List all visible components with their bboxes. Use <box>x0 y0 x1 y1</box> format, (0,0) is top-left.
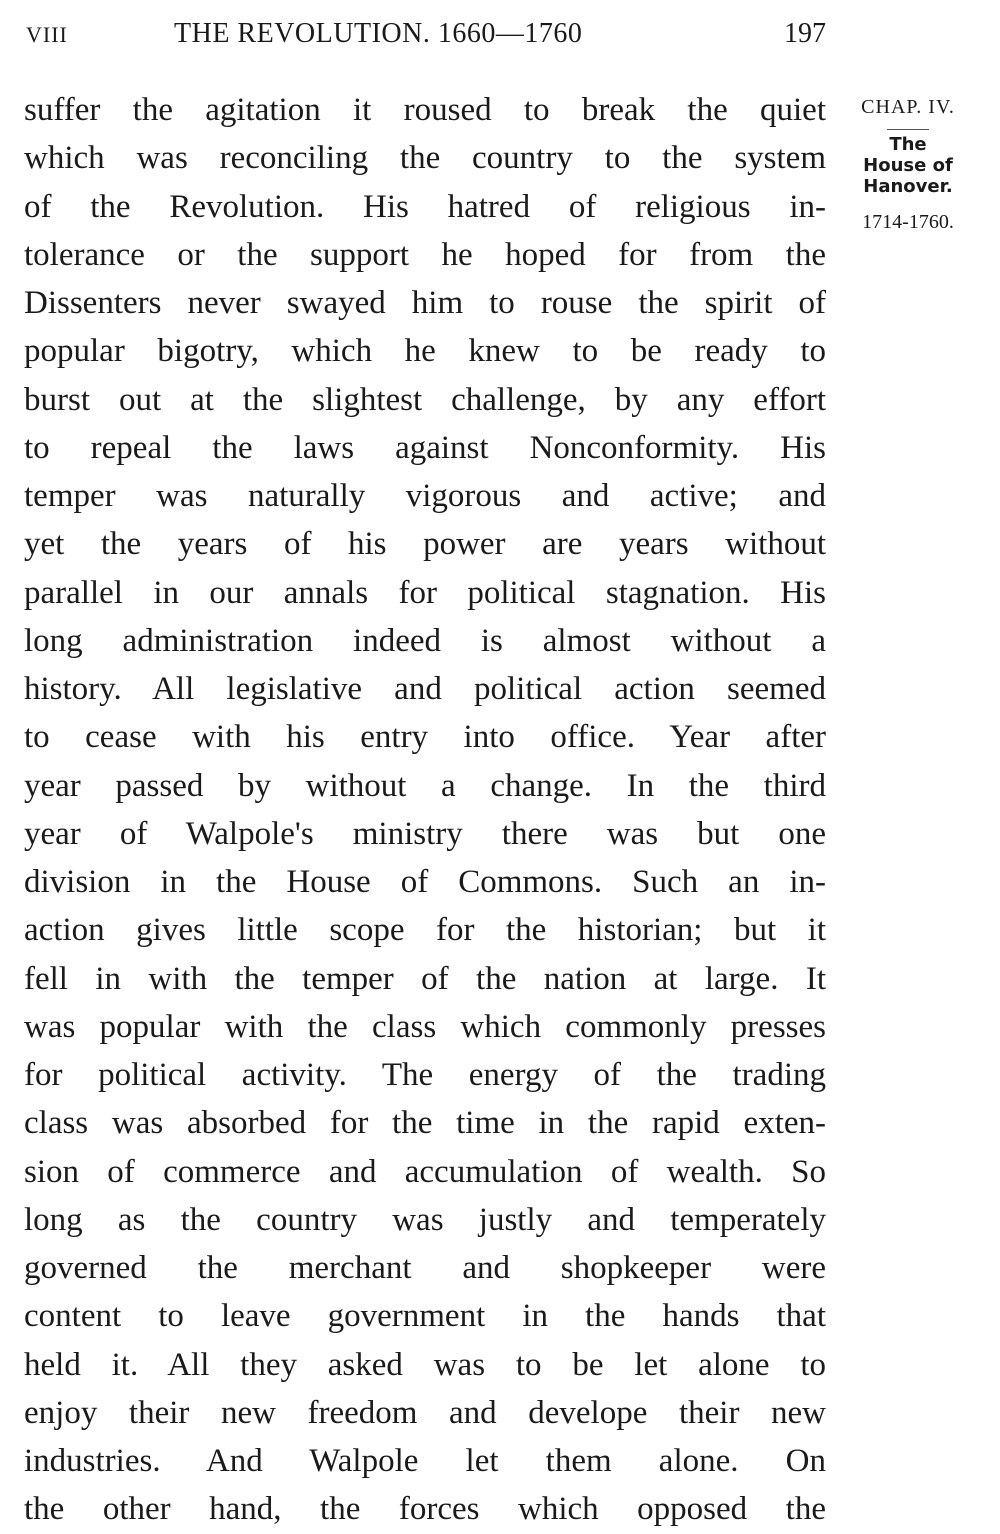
page-number: 197 <box>784 18 826 49</box>
running-header <box>26 18 826 54</box>
text-line: enjoy their new freedom and develope their new <box>24 1394 826 1431</box>
text-line: yet the years of his power are years without <box>24 526 826 563</box>
margin-subject-line: Hanover. <box>863 176 953 197</box>
text-line: burst out at the slightest challenge, by any effort <box>24 381 826 418</box>
text-line: division in the House of Commons. Such an in- <box>24 864 826 900</box>
text-line: industries. And Walpole let them alone. On <box>24 1443 826 1479</box>
text-line: sion of commerce and accumulation of wealth. So <box>24 1153 826 1190</box>
text-line: content to leave government in the hands that <box>24 1298 826 1335</box>
text-line: Dissenters never swayed him to rouse the spirit of <box>24 285 826 321</box>
text-line: for political activity. The energy of the trading <box>24 1057 826 1093</box>
chapter-number: VIII <box>26 22 68 47</box>
text-line: was popular with the class which commonly presses <box>24 1008 826 1045</box>
text-line: of the Revolution. His hatred of religious in- <box>24 188 826 225</box>
text-line: to cease with his entry into office. Year after <box>24 719 826 756</box>
margin-note <box>846 96 970 234</box>
running-title: THE REVOLUTION. 1660—1760 <box>174 18 583 49</box>
text-line: fell in with the temper of the nation at large. It <box>24 960 826 997</box>
margin-rule <box>887 129 929 130</box>
text-line: temper was naturally vigorous and active; and <box>24 478 826 514</box>
text-line: parallel in our annals for political stagnation. His <box>24 574 826 611</box>
text-line: popular bigotry, which he knew to be ready to <box>24 333 826 370</box>
margin-subject-line: House of <box>863 155 953 176</box>
text-line: tolerance or the support he hoped for from the <box>24 236 826 273</box>
text-line: to repeal the laws against Nonconformity. His <box>24 429 826 466</box>
text-line: which was reconciling the country to the system <box>24 140 826 177</box>
text-line: action gives little scope for the historian; but it <box>24 912 826 949</box>
text-line: long as the country was justly and temperately <box>24 1201 826 1238</box>
text-line: class was absorbed for the time in the rapid exten- <box>24 1105 826 1142</box>
body-text <box>24 86 826 1534</box>
text-line: history. All legislative and political action seemed <box>24 671 826 707</box>
margin-subject-line: The <box>889 134 927 155</box>
text-line: long administration indeed is almost without a <box>24 622 826 659</box>
text-line: year of Walpole's ministry there was but one <box>24 815 826 852</box>
text-line: held it. All they asked was to be let alone to <box>24 1346 826 1383</box>
text-line: year passed by without a change. In the third <box>24 767 826 804</box>
text-line: suffer the agitation it roused to break the quiet <box>24 92 826 128</box>
text-line: governed the merchant and shopkeeper were <box>24 1250 826 1286</box>
margin-chapter: CHAP. IV. <box>861 96 955 118</box>
margin-dates: 1714-1760. <box>862 211 954 233</box>
text-line: the other hand, the forces which opposed the <box>24 1491 826 1528</box>
